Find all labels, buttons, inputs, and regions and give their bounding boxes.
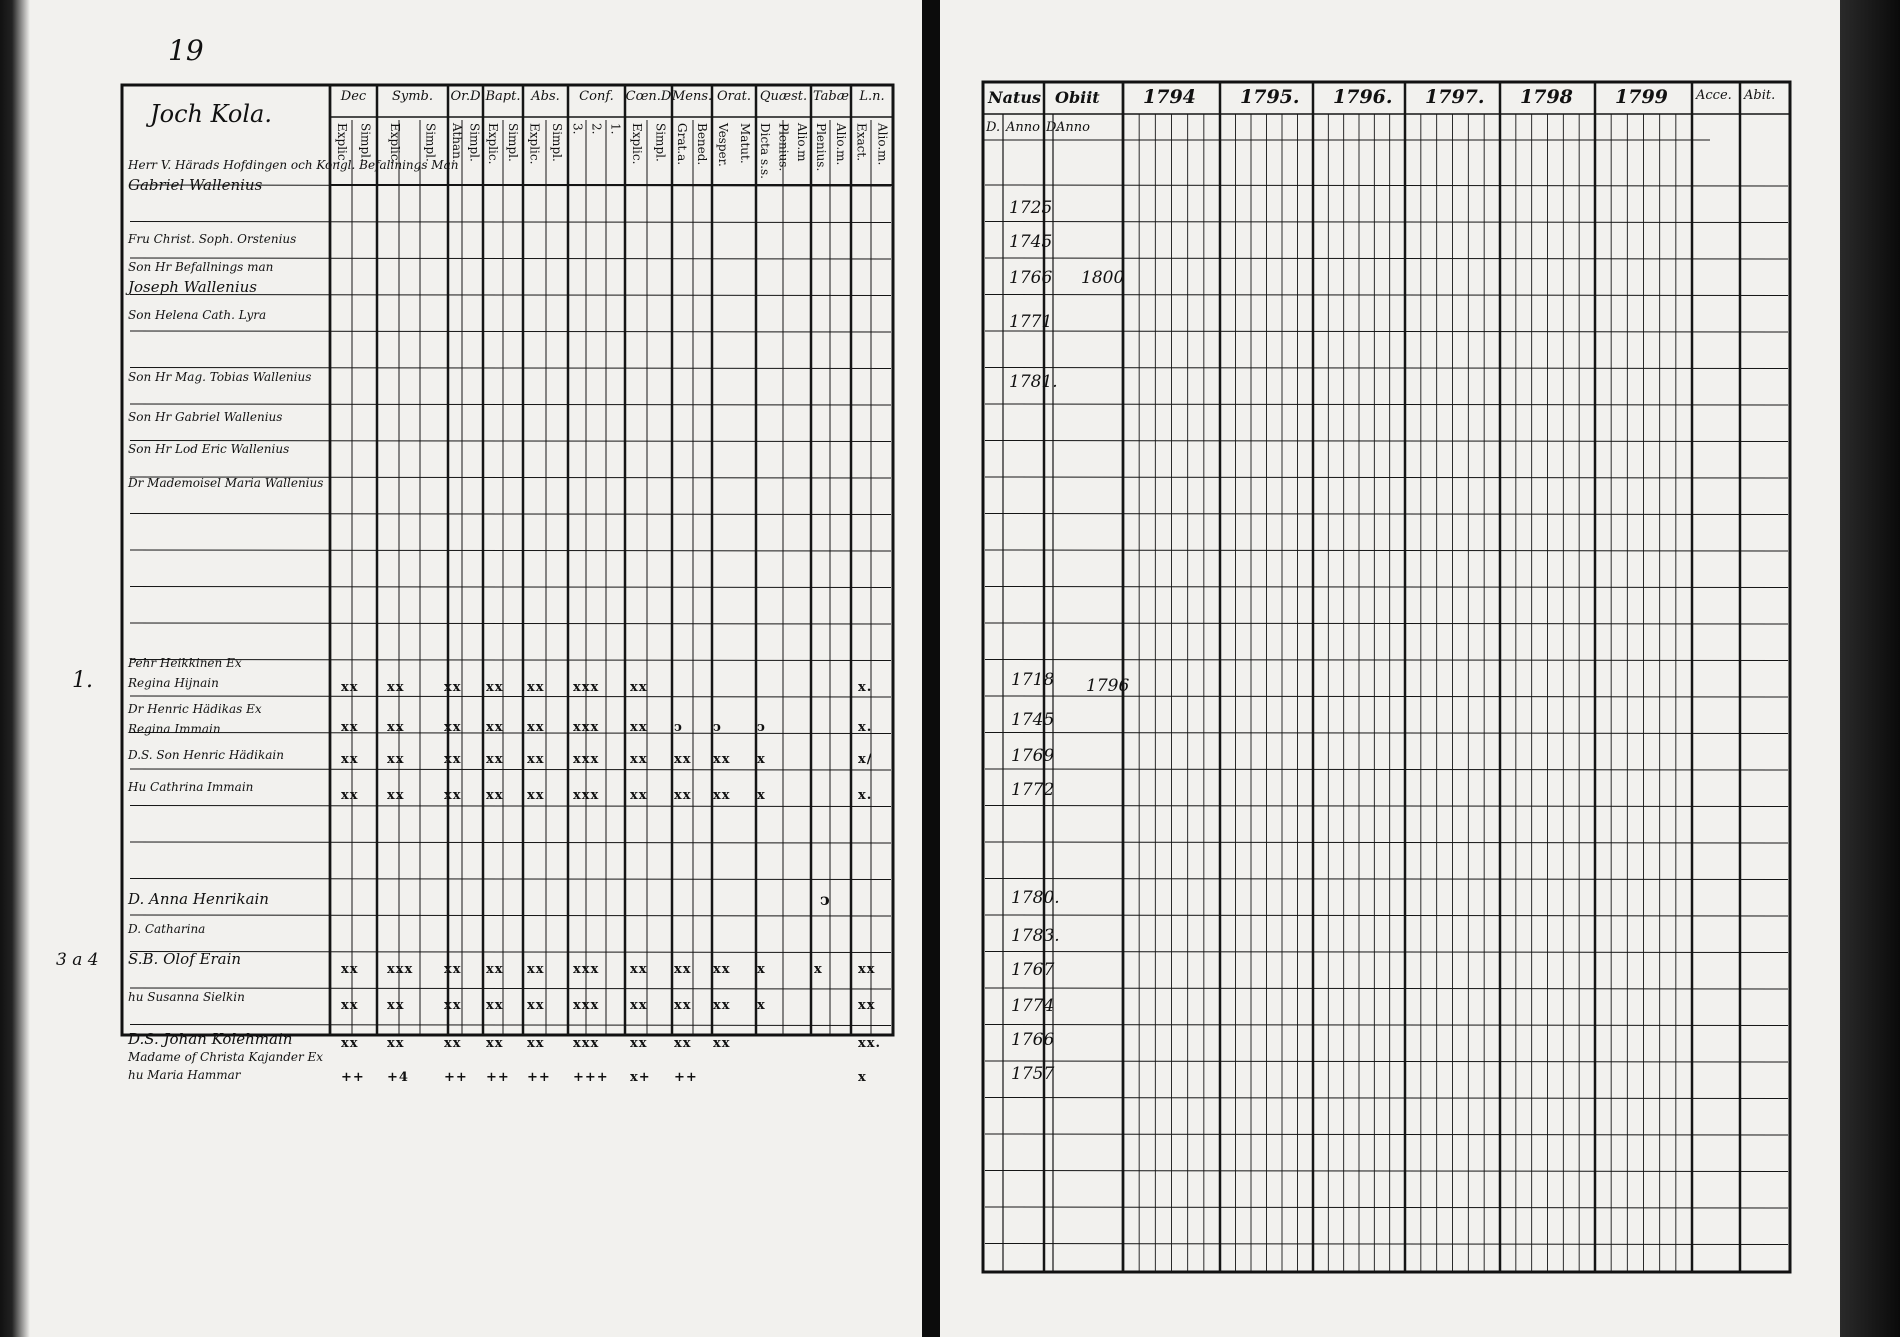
column-header-6: Cœn.D bbox=[625, 89, 672, 104]
check-mark: xx bbox=[713, 962, 731, 977]
row-rule bbox=[130, 660, 891, 661]
check-mark: xx. bbox=[858, 1036, 882, 1051]
birth-year: 1766 bbox=[1011, 1030, 1055, 1050]
right-row-rule bbox=[985, 514, 1788, 515]
check-mark: xx bbox=[444, 1036, 462, 1051]
check-mark: xx bbox=[674, 962, 692, 977]
check-mark: xx bbox=[341, 788, 359, 803]
sub-header: Simpl. bbox=[506, 123, 520, 162]
parish-title: Joch Kola. bbox=[150, 100, 272, 128]
row-rule bbox=[130, 879, 891, 880]
person-name: Son Hr Lod Eric Wallenius bbox=[128, 442, 290, 456]
sub-header: Simpl. bbox=[467, 123, 482, 162]
check-mark: xx bbox=[444, 998, 462, 1013]
check-mark: xx bbox=[341, 680, 359, 695]
check-mark: xx bbox=[630, 998, 648, 1013]
column-header-10: Tabæ bbox=[813, 89, 849, 104]
check-mark: xx bbox=[713, 998, 731, 1013]
row-rule bbox=[130, 331, 891, 332]
person-name: hu Susanna Sielkin bbox=[128, 990, 245, 1004]
check-mark: xx bbox=[341, 998, 359, 1013]
row-rule bbox=[130, 806, 891, 807]
check-mark: x bbox=[814, 962, 823, 977]
right-row-rule bbox=[985, 441, 1788, 442]
column-header-1: Symb. bbox=[391, 89, 434, 104]
right-row-rule bbox=[985, 879, 1788, 880]
check-mark: xx bbox=[630, 962, 648, 977]
sub-header: Dicta s.s. bbox=[758, 123, 773, 179]
year-header: 1798 bbox=[1520, 86, 1573, 108]
column-header-7: Mens. bbox=[672, 89, 713, 104]
check-mark: xx bbox=[674, 752, 692, 767]
sub-header: Athan. bbox=[449, 123, 464, 163]
check-mark: xx bbox=[387, 998, 405, 1013]
check-mark: xxx bbox=[573, 962, 600, 977]
sub-header: Explic. bbox=[629, 123, 644, 165]
check-mark: xx bbox=[387, 752, 405, 767]
check-mark: ++ bbox=[527, 1070, 551, 1085]
right-row-rule bbox=[985, 623, 1788, 624]
sub-header: Vesper. bbox=[716, 123, 730, 167]
sub-header: Alio.m bbox=[794, 123, 809, 162]
check-mark: ↄ bbox=[713, 720, 722, 735]
left-page bbox=[0, 0, 922, 1337]
person-name: Regina Hijnain bbox=[128, 676, 219, 690]
check-mark: x+ bbox=[630, 1070, 651, 1085]
check-mark: xx bbox=[858, 962, 876, 977]
check-mark: xx bbox=[341, 1036, 359, 1051]
sub-header: Alio.m. bbox=[834, 123, 848, 166]
check-mark: x. bbox=[858, 788, 873, 803]
person-name: S.B. Olof Erain bbox=[128, 950, 242, 968]
sub-header: Exact. bbox=[854, 123, 869, 162]
check-mark: xx bbox=[444, 720, 462, 735]
household-number: 1. bbox=[72, 668, 93, 693]
check-mark: ++ bbox=[341, 1070, 365, 1085]
row-rule bbox=[130, 550, 891, 551]
person-name: Gabriel Wallenius bbox=[128, 176, 263, 194]
column-header-5: Conf. bbox=[579, 89, 614, 104]
birth-year: 1745 bbox=[1009, 232, 1053, 252]
year-header: 1799 bbox=[1615, 86, 1668, 108]
sub-header: 3. bbox=[570, 123, 585, 135]
check-mark: xx bbox=[674, 788, 692, 803]
right-row-rule bbox=[985, 477, 1788, 478]
check-mark: +4 bbox=[387, 1070, 409, 1085]
check-mark: xx bbox=[713, 1036, 731, 1051]
obiit-day-header: D. bbox=[1046, 120, 1061, 135]
sub-header: Bened. bbox=[695, 123, 709, 166]
sub-header: Simpl. bbox=[358, 123, 373, 162]
check-mark: ++ bbox=[486, 1070, 510, 1085]
birth-year: 1745 bbox=[1011, 710, 1055, 730]
check-mark: xx bbox=[341, 962, 359, 977]
column-header-3: Bapt. bbox=[485, 89, 521, 104]
right-row-rule bbox=[985, 1061, 1788, 1062]
person-name: Dr Mademoisel Maria Wallenius bbox=[128, 476, 324, 490]
birth-year: 1725 bbox=[1009, 198, 1053, 218]
check-mark: xx bbox=[674, 1036, 692, 1051]
person-name: Joseph Wallenius bbox=[128, 278, 257, 296]
death-year: 1796 bbox=[1086, 676, 1130, 696]
right-row-rule bbox=[985, 258, 1788, 259]
sub-header: Simpl. bbox=[423, 123, 438, 162]
year-header: 1797. bbox=[1425, 86, 1485, 108]
person-name: Pehr Heikkinen Ex bbox=[128, 656, 242, 670]
column-header-2: Or.D bbox=[450, 89, 481, 104]
row-rule bbox=[130, 988, 891, 989]
column-header-0: Dec bbox=[340, 89, 367, 104]
person-name: hu Maria Hammar bbox=[128, 1068, 241, 1082]
right-row-rule bbox=[985, 1134, 1788, 1135]
check-mark: xx bbox=[387, 680, 405, 695]
birth-year: 1774 bbox=[1011, 996, 1055, 1016]
check-mark: xx bbox=[341, 752, 359, 767]
right-row-rule bbox=[985, 404, 1788, 405]
row-rule bbox=[130, 222, 891, 223]
person-name: Herr V. Härads Hofdingen och Kongl. Befallnings Man bbox=[128, 158, 459, 172]
check-mark: xx bbox=[486, 998, 504, 1013]
check-mark: xx bbox=[858, 998, 876, 1013]
row-rule bbox=[130, 258, 891, 259]
right-row-rule bbox=[985, 1207, 1788, 1208]
page-number: 19 bbox=[168, 34, 204, 67]
column-header-8: Orat. bbox=[717, 89, 751, 104]
check-mark: xx bbox=[527, 1036, 545, 1051]
birth-year: 1780. bbox=[1011, 888, 1060, 908]
row-rule bbox=[130, 842, 891, 843]
check-mark: xx bbox=[630, 788, 648, 803]
obiit-header: Obiit bbox=[1055, 88, 1100, 107]
death-year: 1800 bbox=[1081, 268, 1125, 288]
row-rule bbox=[130, 952, 891, 953]
check-mark: ↄ bbox=[674, 720, 683, 735]
check-mark: xx bbox=[387, 1036, 405, 1051]
sub-header: 2. bbox=[589, 123, 604, 135]
check-mark: x bbox=[757, 788, 766, 803]
check-mark: xx bbox=[527, 720, 545, 735]
person-name: D. Anna Henrikain bbox=[128, 890, 269, 908]
right-row-rule bbox=[985, 295, 1788, 296]
book-edge bbox=[1840, 0, 1900, 1337]
person-name: Dr Henric Hädikas Ex bbox=[128, 702, 262, 716]
check-mark: xxx bbox=[573, 720, 600, 735]
obiit-year-header: Anno bbox=[1056, 120, 1090, 135]
check-mark: xxx bbox=[573, 680, 600, 695]
person-name: Hu Cathrina Immain bbox=[128, 780, 254, 794]
year-header: 1796. bbox=[1333, 86, 1393, 108]
check-mark: x bbox=[858, 1070, 867, 1085]
natus-year-header: Anno bbox=[1006, 120, 1040, 135]
check-mark: xxx bbox=[387, 962, 414, 977]
check-mark: xx bbox=[527, 788, 545, 803]
right-row-rule bbox=[985, 769, 1788, 770]
right-row-rule bbox=[985, 915, 1788, 916]
household-note: 3 a 4 bbox=[56, 950, 99, 970]
sub-header: Simpl. bbox=[653, 123, 668, 162]
check-mark: xx bbox=[444, 752, 462, 767]
check-mark: ++ bbox=[674, 1070, 698, 1085]
check-mark: xx bbox=[387, 788, 405, 803]
person-name: Son Hr Gabriel Wallenius bbox=[128, 410, 283, 424]
check-mark: x bbox=[757, 962, 766, 977]
natus-day-header: D. bbox=[986, 120, 1001, 135]
person-name: D.S. Son Henric Hädikain bbox=[128, 748, 284, 762]
row-rule bbox=[130, 623, 891, 624]
sub-header: Explic. bbox=[486, 123, 500, 165]
right-page bbox=[940, 0, 1840, 1337]
sub-header: Matut. bbox=[738, 123, 752, 164]
right-row-rule bbox=[985, 1171, 1788, 1172]
birth-year: 1771 bbox=[1009, 312, 1053, 332]
person-name: Son Helena Cath. Lyra bbox=[128, 308, 267, 322]
check-mark: xx bbox=[674, 998, 692, 1013]
check-mark: xx bbox=[527, 680, 545, 695]
check-mark: xx bbox=[527, 998, 545, 1013]
column-header-4: Abs. bbox=[531, 89, 560, 104]
row-rule bbox=[130, 769, 891, 770]
sub-header: Alio.m. bbox=[875, 123, 890, 166]
check-mark: x. bbox=[858, 680, 873, 695]
check-mark: xx bbox=[486, 962, 504, 977]
person-name: Son Hr Befallnings man bbox=[128, 260, 274, 274]
check-mark: xx bbox=[527, 962, 545, 977]
row-rule bbox=[130, 1025, 891, 1026]
right-row-rule bbox=[985, 222, 1788, 223]
right-row-rule bbox=[985, 1098, 1788, 1099]
check-mark: xx bbox=[527, 752, 545, 767]
row-rule bbox=[130, 514, 891, 515]
check-mark: x bbox=[757, 998, 766, 1013]
right-row-rule bbox=[985, 952, 1788, 953]
abiit-header: Abit. bbox=[1744, 88, 1776, 103]
birth-year: 1766 bbox=[1009, 268, 1053, 288]
right-row-rule bbox=[985, 660, 1788, 661]
check-mark: +++ bbox=[573, 1070, 609, 1085]
check-mark: xx bbox=[444, 788, 462, 803]
year-header: 1794 bbox=[1143, 86, 1196, 108]
check-mark: xx bbox=[713, 788, 731, 803]
check-mark: xxx bbox=[573, 752, 600, 767]
right-row-rule bbox=[985, 806, 1788, 807]
birth-year: 1718 bbox=[1011, 670, 1055, 690]
column-header-9: Quæst. bbox=[759, 89, 808, 104]
row-rule bbox=[130, 915, 891, 916]
check-mark: xxx bbox=[573, 998, 600, 1013]
check-mark: xx bbox=[444, 962, 462, 977]
anna-mark: ↄ bbox=[820, 890, 831, 909]
person-name: D. Catharina bbox=[128, 922, 206, 936]
check-mark: xx bbox=[341, 720, 359, 735]
right-row-rule bbox=[985, 587, 1788, 588]
check-mark: xx bbox=[444, 680, 462, 695]
check-mark: x/ bbox=[858, 752, 873, 767]
right-row-rule bbox=[985, 185, 1788, 186]
check-mark: x. bbox=[858, 720, 873, 735]
check-mark: xx bbox=[486, 788, 504, 803]
right-row-rule bbox=[985, 988, 1788, 989]
check-mark: xx bbox=[387, 720, 405, 735]
right-row-rule bbox=[985, 1025, 1788, 1026]
check-mark: xx bbox=[630, 1036, 648, 1051]
column-header-11: L.n. bbox=[859, 89, 885, 104]
check-mark: xx bbox=[486, 1036, 504, 1051]
birth-year: 1781. bbox=[1009, 372, 1058, 392]
row-rule bbox=[130, 404, 891, 405]
right-row-rule bbox=[985, 842, 1788, 843]
right-row-rule bbox=[985, 331, 1788, 332]
natus-header: Natus bbox=[988, 88, 1042, 107]
check-mark: xx bbox=[713, 752, 731, 767]
accessit-header: Acce. bbox=[1696, 88, 1732, 103]
check-mark: xx bbox=[630, 680, 648, 695]
sub-header: 1. bbox=[608, 123, 623, 135]
birth-year: 1783. bbox=[1011, 926, 1060, 946]
birth-year: 1757 bbox=[1011, 1064, 1055, 1084]
right-row-rule bbox=[985, 1244, 1788, 1245]
sub-header: Simpl. bbox=[549, 123, 564, 162]
row-rule bbox=[130, 587, 891, 588]
check-mark: ++ bbox=[444, 1070, 468, 1085]
sub-header: Plenius. bbox=[814, 123, 828, 172]
check-mark: xxx bbox=[573, 788, 600, 803]
person-name: D.S. Johan Kolehmain bbox=[128, 1030, 293, 1048]
right-row-rule bbox=[985, 550, 1788, 551]
check-mark: ↄ bbox=[757, 720, 766, 735]
row-rule bbox=[130, 368, 891, 369]
right-register-grid bbox=[940, 0, 1840, 1337]
right-row-rule bbox=[985, 368, 1788, 369]
right-row-rule bbox=[985, 733, 1788, 734]
sub-header: Explic. bbox=[387, 123, 402, 165]
sub-header: Grat.a. bbox=[675, 123, 689, 166]
check-mark: xx bbox=[630, 720, 648, 735]
check-mark: xx bbox=[486, 680, 504, 695]
check-mark: xxx bbox=[573, 1036, 600, 1051]
check-mark: xx bbox=[486, 752, 504, 767]
sub-header: Explic. bbox=[527, 123, 542, 165]
row-rule bbox=[130, 733, 891, 734]
person-name: Son Hr Mag. Tobias Wallenius bbox=[128, 370, 312, 384]
person-name: Regina Immain bbox=[128, 722, 221, 736]
check-mark: xx bbox=[486, 720, 504, 735]
birth-year: 1769 bbox=[1011, 746, 1055, 766]
sub-header: Explic. bbox=[334, 123, 349, 165]
check-mark: xx bbox=[630, 752, 648, 767]
year-header: 1795. bbox=[1240, 86, 1300, 108]
book-gutter bbox=[922, 0, 940, 1337]
birth-year: 1772 bbox=[1011, 780, 1055, 800]
birth-year: 1767 bbox=[1011, 960, 1055, 980]
sub-header: Plenius. bbox=[776, 123, 791, 172]
person-name: Fru Christ. Soph. Orstenius bbox=[128, 232, 297, 246]
person-name: Madame of Christa Kajander Ex bbox=[128, 1050, 324, 1064]
check-mark: x bbox=[757, 752, 766, 767]
row-rule bbox=[130, 696, 891, 697]
right-row-rule bbox=[985, 696, 1788, 697]
